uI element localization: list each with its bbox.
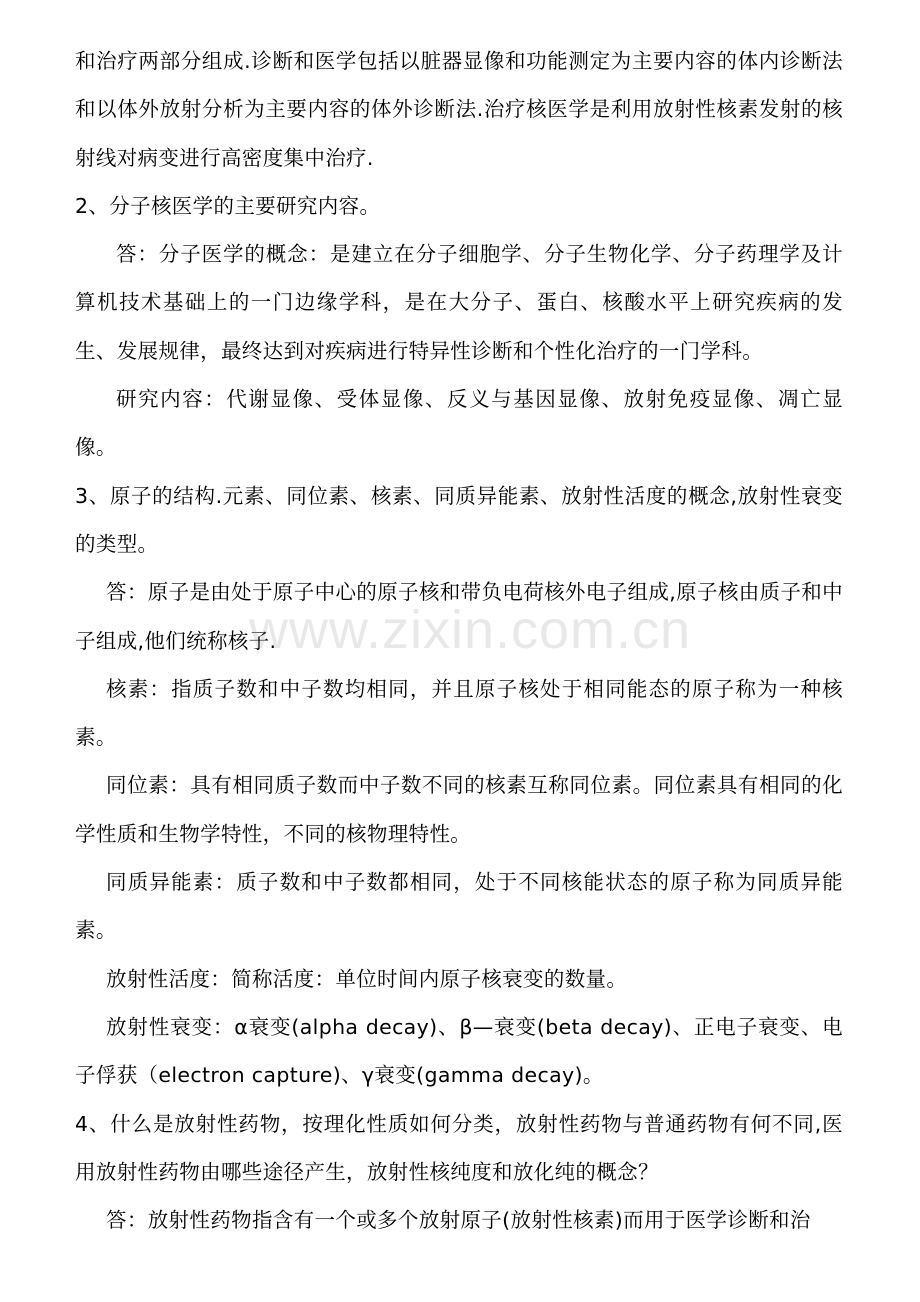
definition-radioactivity: 放射性活度：简称活度：单位时间内原子核衰变的数量。	[106, 966, 628, 991]
question-3-heading: 3、原子的结构.元素、同位素、核素、同质异能素、放射性活度的概念,放射性衰变的类型。	[75, 483, 843, 556]
definition-isotope: 同位素：具有相同质子数而中子数不同的核素互称同位素。同位素具有相同的化学性质和生物学特性，不同的核物理特性。	[75, 773, 843, 846]
answer-3-atom-structure: 答：原子是由处于原子中心的原子核和带负电荷核外电子组成,原子核由质子和中子组成,他们统称核子.	[75, 580, 843, 653]
question-2-heading: 2、分子核医学的主要研究内容。	[75, 193, 381, 218]
answer-2-research-content: 研究内容：代谢显像、受体显像、反义与基因显像、放射免疫显像、凋亡显像。	[75, 387, 843, 460]
definition-nuclide: 核素：指质子数和中子数均相同，并且原子核处于相同能态的原子称为一种核素。	[75, 676, 843, 750]
definition-decay-types: 放射性衰变：α衰变(alpha decay)、β—衰变(beta decay)、正电子衰变、电子俘获（electron capture)、γ衰变(gamma decay)。	[75, 1014, 843, 1088]
document-body	[75, 37, 843, 1244]
paragraph-nuclear-medicine-intro: 和治疗两部分组成.诊断和医学包括以脏器显像和功能测定为主要内容的体内诊断法和以体外放射分析为主要内容的体外诊断法.治疗核医学是利用放射性核素发射的核射线对病变进行高密度集中治疗.	[75, 49, 843, 170]
answer-2-concept: 答：分子医学的概念：是建立在分子细胞学、分子生物化学、分子药理学及计算机技术基础上的一门边缘学科，是在大分子、蛋白、核酸水平上研究疾病的发生、发展规律，最终达到对疾病进行特异性诊断和个性化治疗的一门学科。	[75, 242, 843, 363]
definition-isomer: 同质异能素：质子数和中子数都相同，处于不同核能状态的原子称为同质异能素。	[75, 870, 843, 943]
answer-4-radiopharmaceutical: 答：放射性药物指含有一个或多个放射原子(放射性核素)而用于医学诊断和治	[106, 1208, 811, 1233]
watermark-text: www.zixin.com.cn	[248, 600, 692, 660]
question-4-heading: 4、什么是放射性药物，按理化性质如何分类，放射性药物与普通药物有何不同,医用放射性药物由哪些途径产生，放射性核纯度和放化纯的概念？	[75, 1111, 843, 1184]
